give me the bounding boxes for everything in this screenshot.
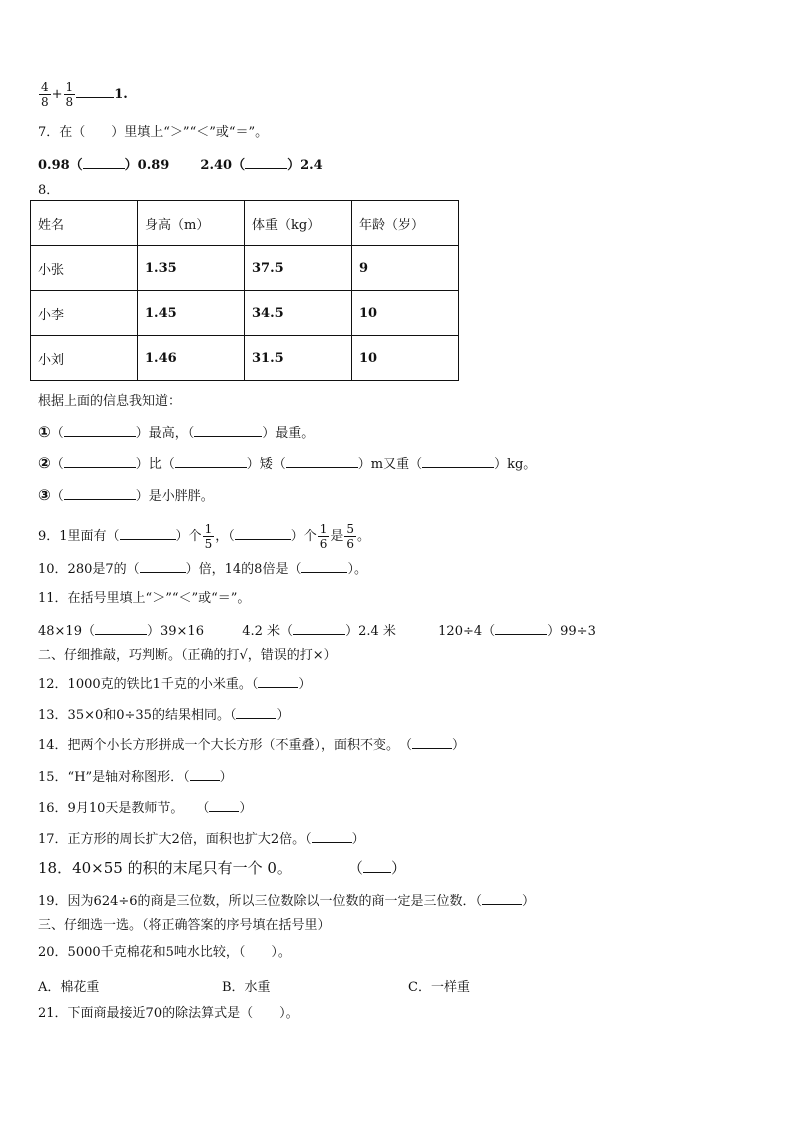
q20-option-b[interactable]: B．水重 [222, 980, 271, 995]
answer-blank[interactable] [245, 156, 287, 169]
fraction: $\frac{5}{6}$ [346, 522, 355, 551]
q17-line: 17．正方形的周长扩大2倍，面积也扩大2倍。（ ） [38, 832, 365, 847]
answer-blank[interactable] [64, 424, 136, 437]
answer-blank[interactable] [190, 768, 220, 781]
q11-title: 11．在括号里填上“＞”“＜”或“＝”。 [38, 591, 251, 606]
q7-title: 7．在（ ）里填上“＞”“＜”或“＝”。 [38, 125, 269, 140]
table-header-cell: 姓名 [31, 201, 138, 246]
table-cell: 小张 [31, 246, 138, 291]
answer-blank[interactable] [64, 487, 136, 500]
table-header-row [31, 201, 459, 246]
answer-blank[interactable] [120, 527, 176, 540]
q20-option-a[interactable]: A．棉花重 [38, 980, 100, 995]
answer-blank[interactable] [236, 706, 276, 719]
answer-blank[interactable] [363, 860, 391, 873]
answer-blank[interactable] [258, 675, 298, 688]
table-cell: 37.5 [245, 246, 352, 291]
table-cell: 31.5 [245, 336, 352, 381]
q6-line: $\frac{4}{8}$ + $\frac{1}{8}$ 1. [41, 80, 128, 109]
fraction: $\frac{1}{6}$ [319, 522, 328, 551]
answer-blank[interactable] [76, 85, 114, 98]
table-cell: 10 [352, 336, 459, 381]
answer-blank[interactable] [422, 455, 494, 468]
answer-blank[interactable] [175, 455, 247, 468]
answer-blank[interactable] [194, 424, 262, 437]
answer-blank[interactable] [301, 560, 347, 573]
q13-line: 13．35×0和0÷35的结果相同。（ ） [38, 708, 290, 723]
q8-line1: ①（ ）最高，（ ）最重。 [38, 423, 315, 441]
table-cell: 1.46 [138, 336, 245, 381]
answer-blank[interactable] [312, 830, 352, 843]
section-3-heading: 三、仔细选一选。（将正确答案的序号填在括号里） [38, 918, 331, 933]
answer-blank[interactable] [293, 622, 345, 635]
answer-blank[interactable] [95, 622, 147, 635]
table-row [31, 246, 459, 291]
section-2-heading: 二、仔细推敲，巧判断。（正确的打√，错误的打×） [38, 648, 337, 663]
q21-title: 21．下面商最接近70的除法算式是（ ）。 [38, 1006, 299, 1021]
q9-line: 9．1里面有（ ）个 $\frac{1}{5}$ ，（ ）个 $\frac{1}{6}$ 是 $\frac{5}{6}$ 。 [38, 522, 371, 551]
table-row [31, 336, 459, 381]
answer-blank[interactable] [286, 455, 358, 468]
q15-line: 15．“H”是轴对称图形．（ ） [38, 770, 233, 785]
q8-label: 8． [38, 183, 60, 198]
fraction: $\frac{4}{8}$ [41, 80, 49, 109]
answer-blank[interactable] [209, 799, 239, 812]
fraction: $\frac{1}{8}$ [65, 80, 74, 109]
q14-line: 14．把两个小长方形拼成一个大长方形（不重叠），面积不变。 （ ） [38, 738, 466, 753]
table-cell: 34.5 [245, 291, 352, 336]
answer-blank[interactable] [83, 156, 125, 169]
q12-line: 12．1000克的铁比1千克的小米重。（ ） [38, 677, 312, 692]
q16-line: 16．9月10天是教师节。 （ ） [38, 801, 253, 816]
table-cell: 10 [352, 291, 459, 336]
table-cell: 9 [352, 246, 459, 291]
table-header-cell: 体重（kg） [245, 201, 352, 246]
table-cell: 小李 [31, 291, 138, 336]
answer-blank[interactable] [412, 736, 452, 749]
q20-option-c[interactable]: C．一样重 [408, 980, 470, 995]
q18-line: 18．40×55 的积的末尾只有一个 0。 （ ） [38, 859, 406, 877]
table-header-cell: 年龄（岁） [352, 201, 459, 246]
answer-blank[interactable] [482, 892, 522, 905]
q8-intro: 根据上面的信息我知道： [38, 394, 182, 409]
answer-blank[interactable] [495, 622, 547, 635]
table-row [31, 291, 459, 336]
table-cell: 小刘 [31, 336, 138, 381]
table-cell: 1.35 [138, 246, 245, 291]
fraction: $\frac{1}{5}$ [204, 522, 213, 551]
info-table [30, 200, 459, 381]
q20-title: 20．5000千克棉花和5吨水比较，（ ）。 [38, 945, 291, 960]
answer-blank[interactable] [235, 527, 291, 540]
q19-line: 19．因为624÷6的商是三位数，所以三位数除以一位数的商一定是三位数．（ ） [38, 894, 536, 909]
q8-line2: ②（ ）比（ ）矮（ ）m又重（ ）kg。 [38, 454, 537, 472]
table-cell: 1.45 [138, 291, 245, 336]
q8-line3: ③（ ）是小胖胖。 [38, 486, 214, 504]
table-header-cell: 身高（m） [138, 201, 245, 246]
answer-blank[interactable] [64, 455, 136, 468]
q11-items: 48×19（ ）39×16 4.2 米（ ）2.4 米 120÷4（ ）99÷3 [38, 624, 596, 639]
answer-blank[interactable] [140, 560, 186, 573]
q7-items: 0.98（ ）0.89 2.40（ ）2.4 [38, 158, 323, 173]
q10-line: 10．280是7的（ ）倍，14的8倍是（ ）。 [38, 562, 367, 577]
